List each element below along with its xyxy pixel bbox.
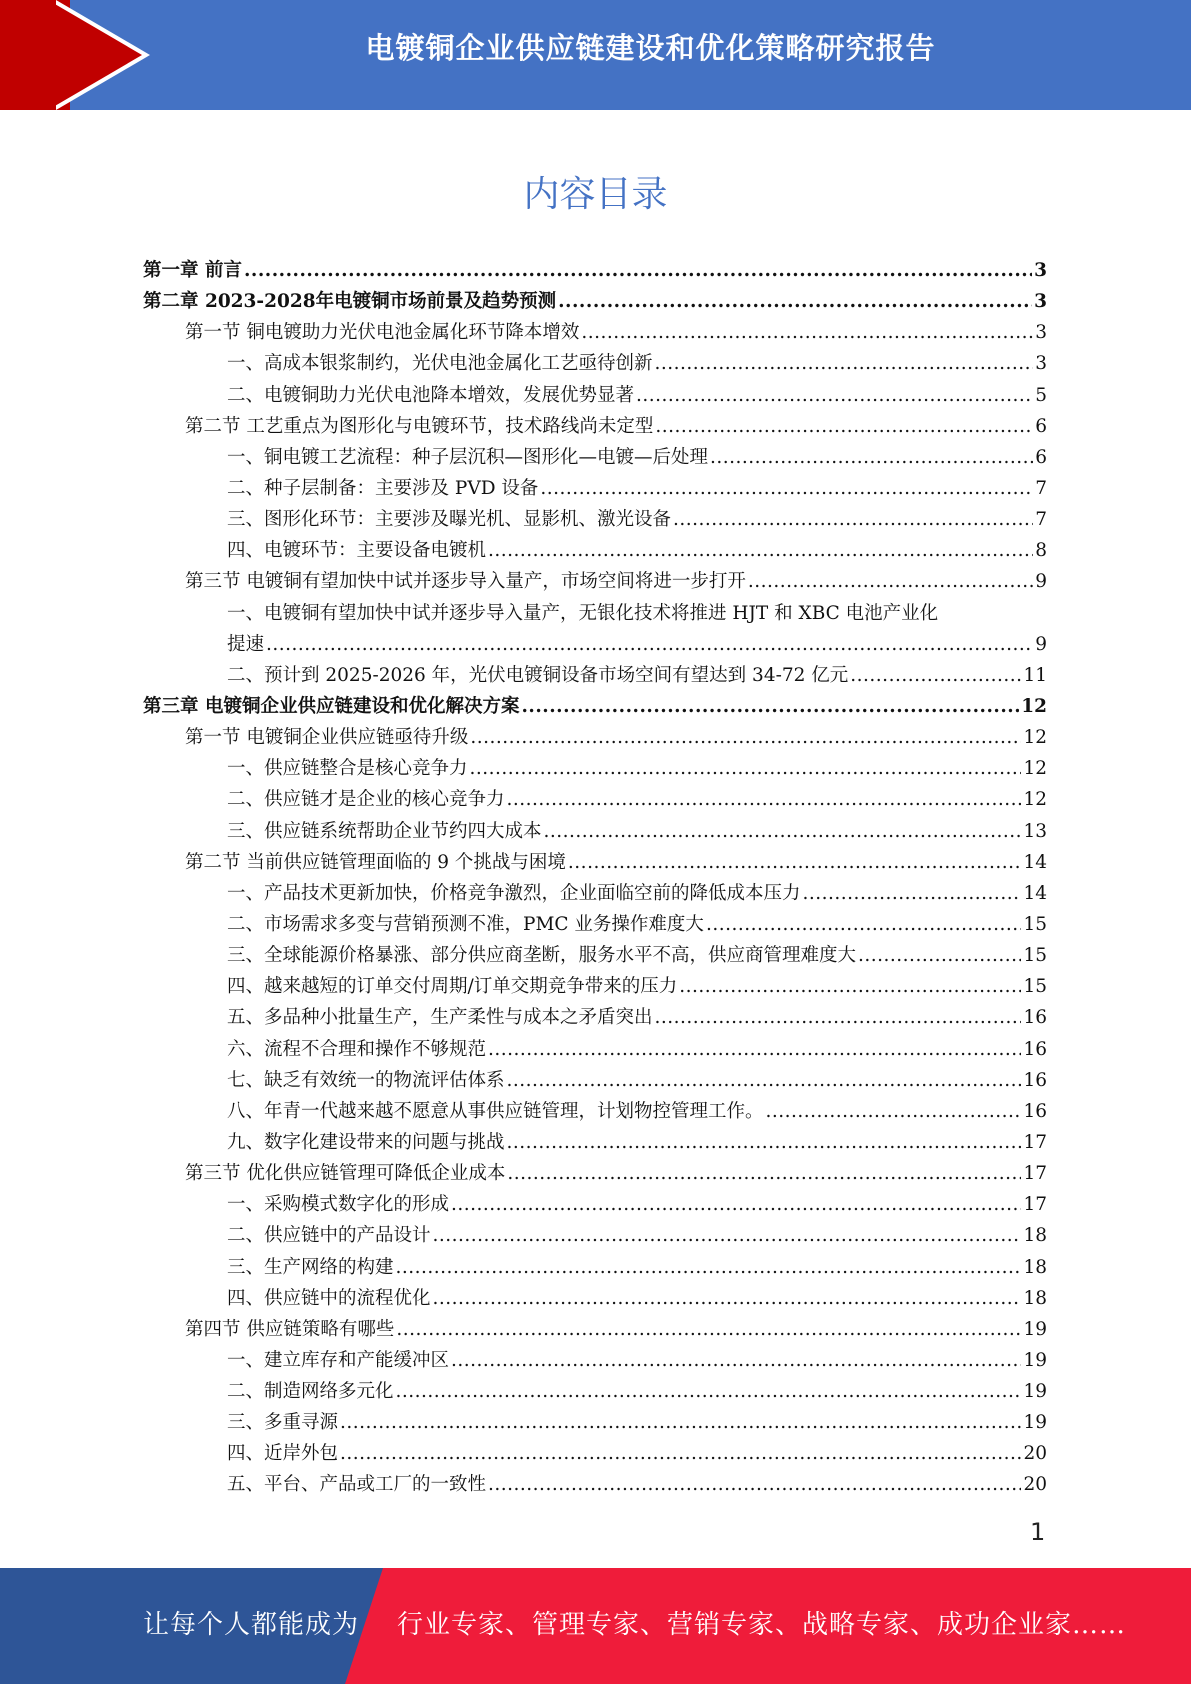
toc-entry-title: 第三节 优化供应链管理可降低企业成本	[185, 1163, 506, 1185]
table-of-contents	[143, 255, 1047, 1501]
footer-banner	[0, 1568, 1191, 1684]
toc-entry-title: 第二节 工艺重点为图形化与电镀环节，技术路线尚未定型	[185, 415, 654, 437]
toc-page-number: 6	[1035, 446, 1047, 468]
toc-page-number: 16	[1023, 1069, 1047, 1091]
toc-entry-title: 四、供应链中的流程优化	[227, 1287, 431, 1309]
dot-leader	[655, 348, 1034, 379]
toc-entry-title: 九、数字化建设带来的问题与挑战	[227, 1131, 505, 1153]
dot-leader	[396, 1314, 1021, 1345]
dot-leader	[396, 1252, 1022, 1283]
header-chevron-arrow-icon	[48, 0, 142, 110]
toc-page-number: 18	[1023, 1256, 1047, 1278]
toc-entry[interactable]	[143, 1220, 1047, 1251]
dot-leader	[488, 1034, 1021, 1065]
toc-page-number: 20	[1023, 1474, 1047, 1496]
dot-leader	[507, 1065, 1022, 1096]
dot-leader	[544, 816, 1022, 847]
report-title: 电镀铜企业供应链建设和优化策略研究报告	[365, 31, 936, 65]
dot-leader	[470, 722, 1021, 753]
toc-entry-title: 第三节 电镀铜有望加快中试并逐步导入量产，市场空间将进一步打开	[185, 571, 746, 593]
toc-entry-title: 第二章 2023-2028年电镀铜市场前景及趋势预测	[143, 291, 557, 313]
toc-page-number: 12	[1023, 789, 1047, 811]
toc-entry[interactable]	[143, 1314, 1047, 1345]
toc-page-number: 13	[1023, 820, 1047, 842]
toc-entry[interactable]	[143, 380, 1047, 411]
dot-leader	[433, 1283, 1022, 1314]
toc-entry-title: 第四节 供应链策略有哪些	[185, 1318, 395, 1340]
dot-leader	[706, 909, 1022, 940]
toc-entry-title: 二、市场需求多变与营销预测不准，PMC 业务操作难度大	[227, 913, 704, 935]
dot-leader	[470, 753, 1022, 784]
dot-leader	[858, 940, 1021, 971]
toc-entry[interactable]	[143, 1438, 1047, 1469]
toc-entry[interactable]	[143, 411, 1047, 442]
toc-entry-title: 三、多重寻源	[227, 1412, 339, 1434]
toc-entry[interactable]	[143, 816, 1047, 847]
toc-entry-title: 四、近岸外包	[227, 1443, 339, 1465]
toc-entry[interactable]	[143, 971, 1047, 1002]
toc-entry[interactable]	[143, 598, 1047, 629]
toc-entry[interactable]	[143, 1189, 1047, 1220]
toc-entry[interactable]	[143, 1096, 1047, 1127]
dot-leader	[850, 660, 1021, 691]
toc-page-number: 3	[1034, 291, 1047, 313]
dot-leader	[655, 411, 1033, 442]
toc-entry[interactable]	[143, 255, 1047, 286]
dot-leader	[433, 1220, 1022, 1251]
toc-entry[interactable]	[143, 878, 1047, 909]
toc-entry[interactable]	[143, 566, 1047, 597]
toc-page-number: 12	[1023, 727, 1047, 749]
toc-entry[interactable]	[143, 1002, 1047, 1033]
dot-leader	[340, 1407, 1021, 1438]
toc-page-number: 15	[1023, 976, 1047, 998]
toc-entry[interactable]	[143, 847, 1047, 878]
toc-entry[interactable]	[143, 348, 1047, 379]
dot-leader	[558, 286, 1032, 317]
toc-entry-title: 第一章 前言	[143, 260, 242, 281]
toc-page-number: 17	[1023, 1131, 1047, 1153]
dot-leader	[507, 1127, 1022, 1158]
toc-page-number: 18	[1023, 1225, 1047, 1247]
toc-entry[interactable]	[143, 909, 1047, 940]
toc-entry[interactable]	[143, 660, 1047, 691]
toc-entry[interactable]	[143, 1407, 1047, 1438]
toc-entry[interactable]	[143, 691, 1047, 722]
toc-entry[interactable]	[143, 1127, 1047, 1158]
toc-page-number: 12	[1023, 758, 1047, 780]
toc-entry[interactable]	[143, 1376, 1047, 1407]
toc-page-number: 15	[1023, 945, 1047, 967]
dot-leader	[488, 1469, 1021, 1500]
dot-leader	[766, 1096, 1022, 1127]
toc-entry-title: 第一节 电镀铜企业供应链亟待升级	[185, 727, 469, 749]
toc-entry-title: 二、供应链才是企业的核心竞争力	[227, 789, 505, 811]
toc-entry-title-cont: 提速	[227, 633, 265, 655]
toc-entry[interactable]	[143, 1283, 1047, 1314]
toc-entry[interactable]	[143, 753, 1047, 784]
toc-entry-title: 五、平台、产品或工厂的一致性	[227, 1474, 487, 1496]
toc-page-number: 17	[1023, 1194, 1047, 1216]
toc-entry[interactable]	[143, 535, 1047, 566]
dot-leader	[507, 784, 1022, 815]
toc-entry[interactable]	[143, 504, 1047, 535]
toc-entry-title: 一、产品技术更新加快，价格竞争激烈，企业面临空前的降低成本压力	[227, 882, 801, 904]
toc-page-number: 20	[1023, 1443, 1047, 1465]
dot-leader	[673, 504, 1033, 535]
toc-page-number: 3	[1034, 260, 1047, 281]
toc-page-number: 9	[1035, 633, 1047, 655]
toc-entry-title: 一、建立库存和产能缓冲区	[227, 1349, 450, 1371]
toc-page-number: 3	[1035, 322, 1047, 344]
toc-entry-title: 三、全球能源价格暴涨、部分供应商垄断，服务水平不高，供应商管理难度大	[227, 945, 857, 967]
dot-leader	[507, 1158, 1021, 1189]
dot-leader	[451, 1345, 1021, 1376]
toc-page-number: 17	[1023, 1163, 1047, 1185]
toc-entry[interactable]	[143, 940, 1047, 971]
toc-page-number: 19	[1023, 1381, 1047, 1403]
toc-page-number: 7	[1035, 477, 1047, 499]
toc-entry-title: 八、年青一代越来越不愿意从事供应链管理，计划物控管理工作。	[227, 1100, 764, 1122]
toc-entry-title: 五、多品种小批量生产，生产柔性与成本之矛盾突出	[227, 1007, 653, 1029]
toc-entry[interactable]	[143, 722, 1047, 753]
dot-leader	[636, 380, 1033, 411]
toc-entry-title: 一、电镀铜有望加快中试并逐步导入量产，无银化技术将推进 HJT 和 XBC 电池产业化	[227, 602, 939, 624]
toc-entry[interactable]	[143, 1158, 1047, 1189]
toc-heading: 内容目录	[523, 174, 668, 215]
toc-entry-title: 七、缺乏有效统一的物流评估体系	[227, 1069, 505, 1091]
page-number: 1	[1030, 1518, 1046, 1546]
toc-page-number: 9	[1035, 571, 1047, 593]
dot-leader	[488, 535, 1033, 566]
dot-leader	[655, 1002, 1022, 1033]
toc-entry-title: 六、流程不合理和操作不够规范	[227, 1038, 487, 1060]
toc-entry[interactable]	[143, 1065, 1047, 1096]
toc-entry[interactable]	[143, 784, 1047, 815]
dot-leader	[679, 971, 1021, 1002]
dot-leader	[748, 566, 1033, 597]
toc-entry-continuation[interactable]	[143, 629, 1047, 660]
toc-entry-title: 二、预计到 2025-2026 年，光伏电镀铜设备市场空间有望达到 34-72 亿元	[227, 664, 849, 686]
toc-entry-title: 一、铜电镀工艺流程：种子层沉积—图形化—电镀—后处理	[227, 446, 709, 468]
toc-entry-title: 第一节 铜电镀助力光伏电池金属化环节降本增效	[185, 322, 580, 344]
toc-page-number: 16	[1023, 1038, 1047, 1060]
dot-leader	[396, 1376, 1022, 1407]
toc-entry-title: 一、高成本银浆制约，光伏电池金属化工艺亟待创新	[227, 353, 653, 375]
dot-leader	[710, 442, 1033, 473]
toc-entry[interactable]	[143, 442, 1047, 473]
toc-entry[interactable]	[143, 286, 1047, 317]
toc-page-number: 8	[1035, 540, 1047, 562]
header-banner	[0, 0, 1191, 110]
dot-leader	[266, 629, 1033, 660]
toc-entry-title: 三、生产网络的构建	[227, 1256, 394, 1278]
toc-page-number: 15	[1023, 913, 1047, 935]
dot-leader	[451, 1189, 1021, 1220]
dot-leader	[803, 878, 1022, 909]
dot-leader	[581, 317, 1033, 348]
toc-page-number: 7	[1035, 509, 1047, 531]
toc-entry-title: 第三章 电镀铜企业供应链建设和优化解决方案	[143, 695, 520, 717]
toc-page-number: 11	[1023, 664, 1047, 686]
toc-entry-title: 四、电镀环节：主要设备电镀机	[227, 540, 487, 562]
dot-leader	[340, 1438, 1021, 1469]
toc-entry-title: 第二节 当前供应链管理面临的 9 个挑战与困境	[185, 851, 566, 873]
toc-page-number: 3	[1035, 353, 1047, 375]
toc-page-number: 14	[1023, 851, 1047, 873]
toc-entry-title: 一、供应链整合是核心竞争力	[227, 758, 468, 780]
toc-page-number: 16	[1023, 1100, 1047, 1122]
dot-leader	[244, 255, 1032, 286]
toc-entry-title: 二、供应链中的产品设计	[227, 1225, 431, 1247]
toc-entry-title: 二、种子层制备：主要涉及 PVD 设备	[227, 477, 539, 499]
dot-leader	[521, 691, 1019, 722]
toc-entry-title: 三、图形化环节：主要涉及曝光机、显影机、激光设备	[227, 509, 672, 531]
toc-entry-title: 二、电镀铜助力光伏电池降本增效，发展优势显著	[227, 384, 635, 406]
toc-page-number: 16	[1023, 1007, 1047, 1029]
footer-slogan-left: 让每个人都能成为	[143, 1610, 360, 1640]
dot-leader	[540, 473, 1033, 504]
dot-leader	[568, 847, 1022, 878]
toc-entry[interactable]	[143, 1345, 1047, 1376]
toc-entry-title: 四、越来越短的订单交付周期/订单交期竞争带来的压力	[227, 976, 678, 998]
toc-page-number: 19	[1023, 1318, 1047, 1340]
toc-page-number: 18	[1023, 1287, 1047, 1309]
toc-entry[interactable]	[143, 1252, 1047, 1283]
toc-entry[interactable]	[143, 1034, 1047, 1065]
toc-page-number: 19	[1023, 1349, 1047, 1371]
toc-entry-title: 二、制造网络多元化	[227, 1381, 394, 1403]
toc-entry[interactable]	[143, 473, 1047, 504]
toc-page-number: 12	[1021, 695, 1047, 717]
toc-page-number: 19	[1023, 1412, 1047, 1434]
toc-entry[interactable]	[143, 1469, 1047, 1500]
toc-page-number: 6	[1035, 415, 1047, 437]
toc-page-number: 5	[1035, 384, 1047, 406]
footer-slogan-right: 行业专家、管理专家、营销专家、战略专家、成功企业家……	[397, 1610, 1127, 1640]
toc-page-number: 14	[1023, 882, 1047, 904]
toc-entry-title: 一、采购模式数字化的形成	[227, 1194, 450, 1216]
toc-entry[interactable]	[143, 317, 1047, 348]
toc-entry-title: 三、供应链系统帮助企业节约四大成本	[227, 820, 542, 842]
